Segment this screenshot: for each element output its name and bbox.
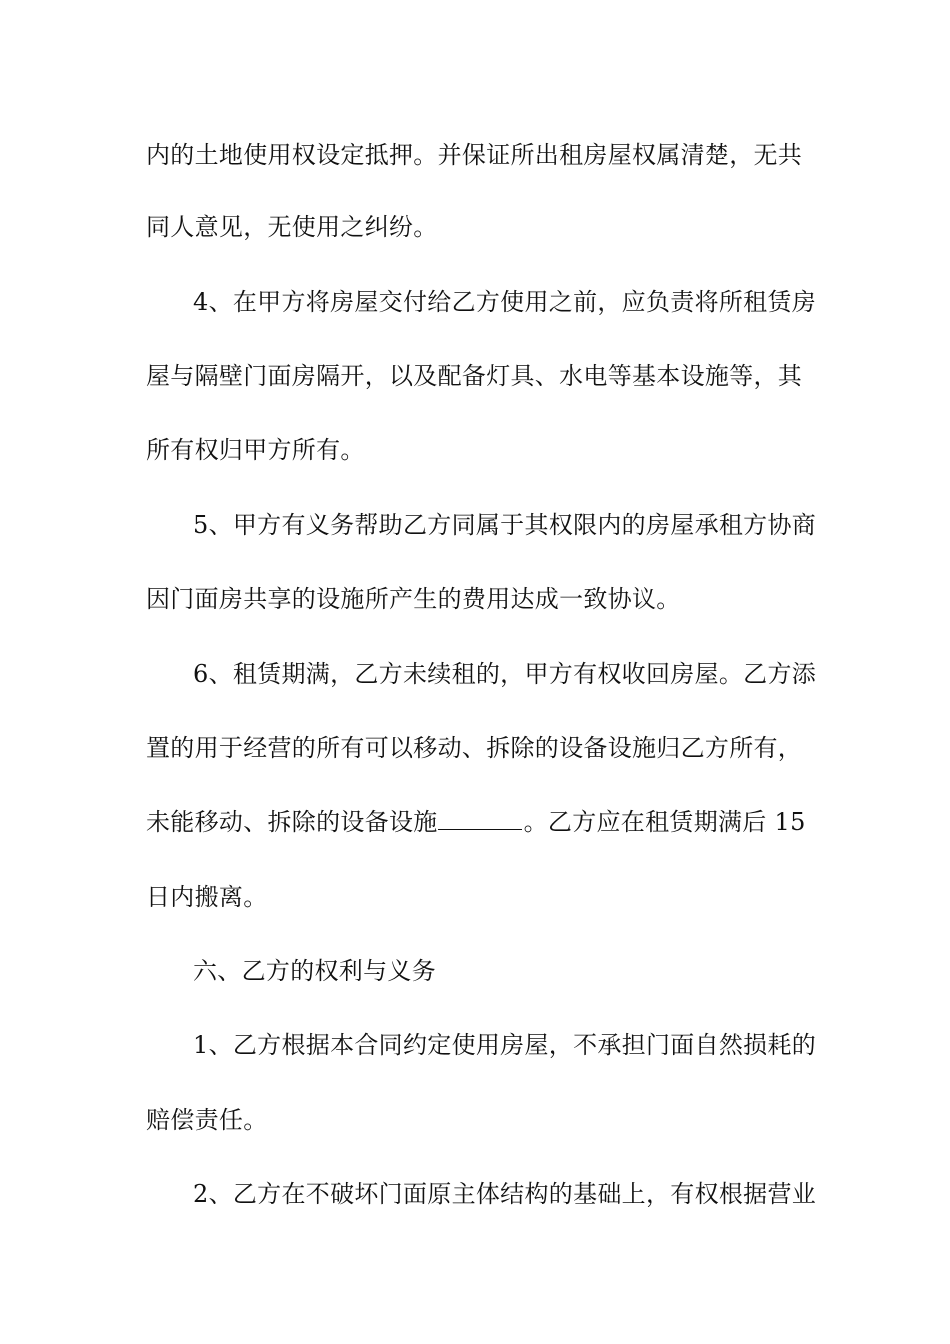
section-six-clause-2-line-1: 2、乙方在不破坏门面原主体结构的基础上，有权根据营业 (193, 1180, 817, 1208)
fill-in-blank (438, 807, 522, 830)
clause-6-line-3 (146, 805, 826, 839)
section-six-clause-1-line-1: 1、乙方根据本合同约定使用房屋，不承担门面自然损耗的 (193, 1031, 817, 1059)
clause-6-line-3-end: 。乙方应在租赁期满后 15 (523, 808, 806, 836)
clause-6-line-1: 6、租赁期满，乙方未续租的，甲方有权收回房屋。乙方添 (193, 660, 817, 688)
clause-6-line-3-start: 未能移动、拆除的设备设施 (146, 808, 438, 836)
clause-4-line-2: 屋与隔壁门面房隔开，以及配备灯具、水电等基本设施等，其 (146, 362, 803, 390)
clause-4-line-3: 所有权归甲方所有。 (146, 436, 365, 464)
text-line: 同人意见，无使用之纠纷。 (146, 213, 438, 241)
clause-5-line-2: 因门面房共享的设施所产生的费用达成一致协议。 (146, 585, 681, 613)
text-line: 内的土地使用权设定抵押。并保证所出租房屋权属清楚，无共 (146, 141, 803, 169)
clause-6-line-2: 置的用于经营的所有可以移动、拆除的设备设施归乙方所有， (146, 734, 803, 762)
section-heading-six: 六、乙方的权利与义务 (193, 957, 436, 985)
clause-6-line-4: 日内搬离。 (146, 883, 268, 911)
clause-5-line-1: 5、甲方有义务帮助乙方同属于其权限内的房屋承租方协商 (193, 511, 817, 539)
section-six-clause-1-line-2: 赔偿责任。 (146, 1106, 268, 1134)
clause-4-line-1: 4、在甲方将房屋交付给乙方使用之前，应负责将所租赁房 (193, 288, 817, 316)
